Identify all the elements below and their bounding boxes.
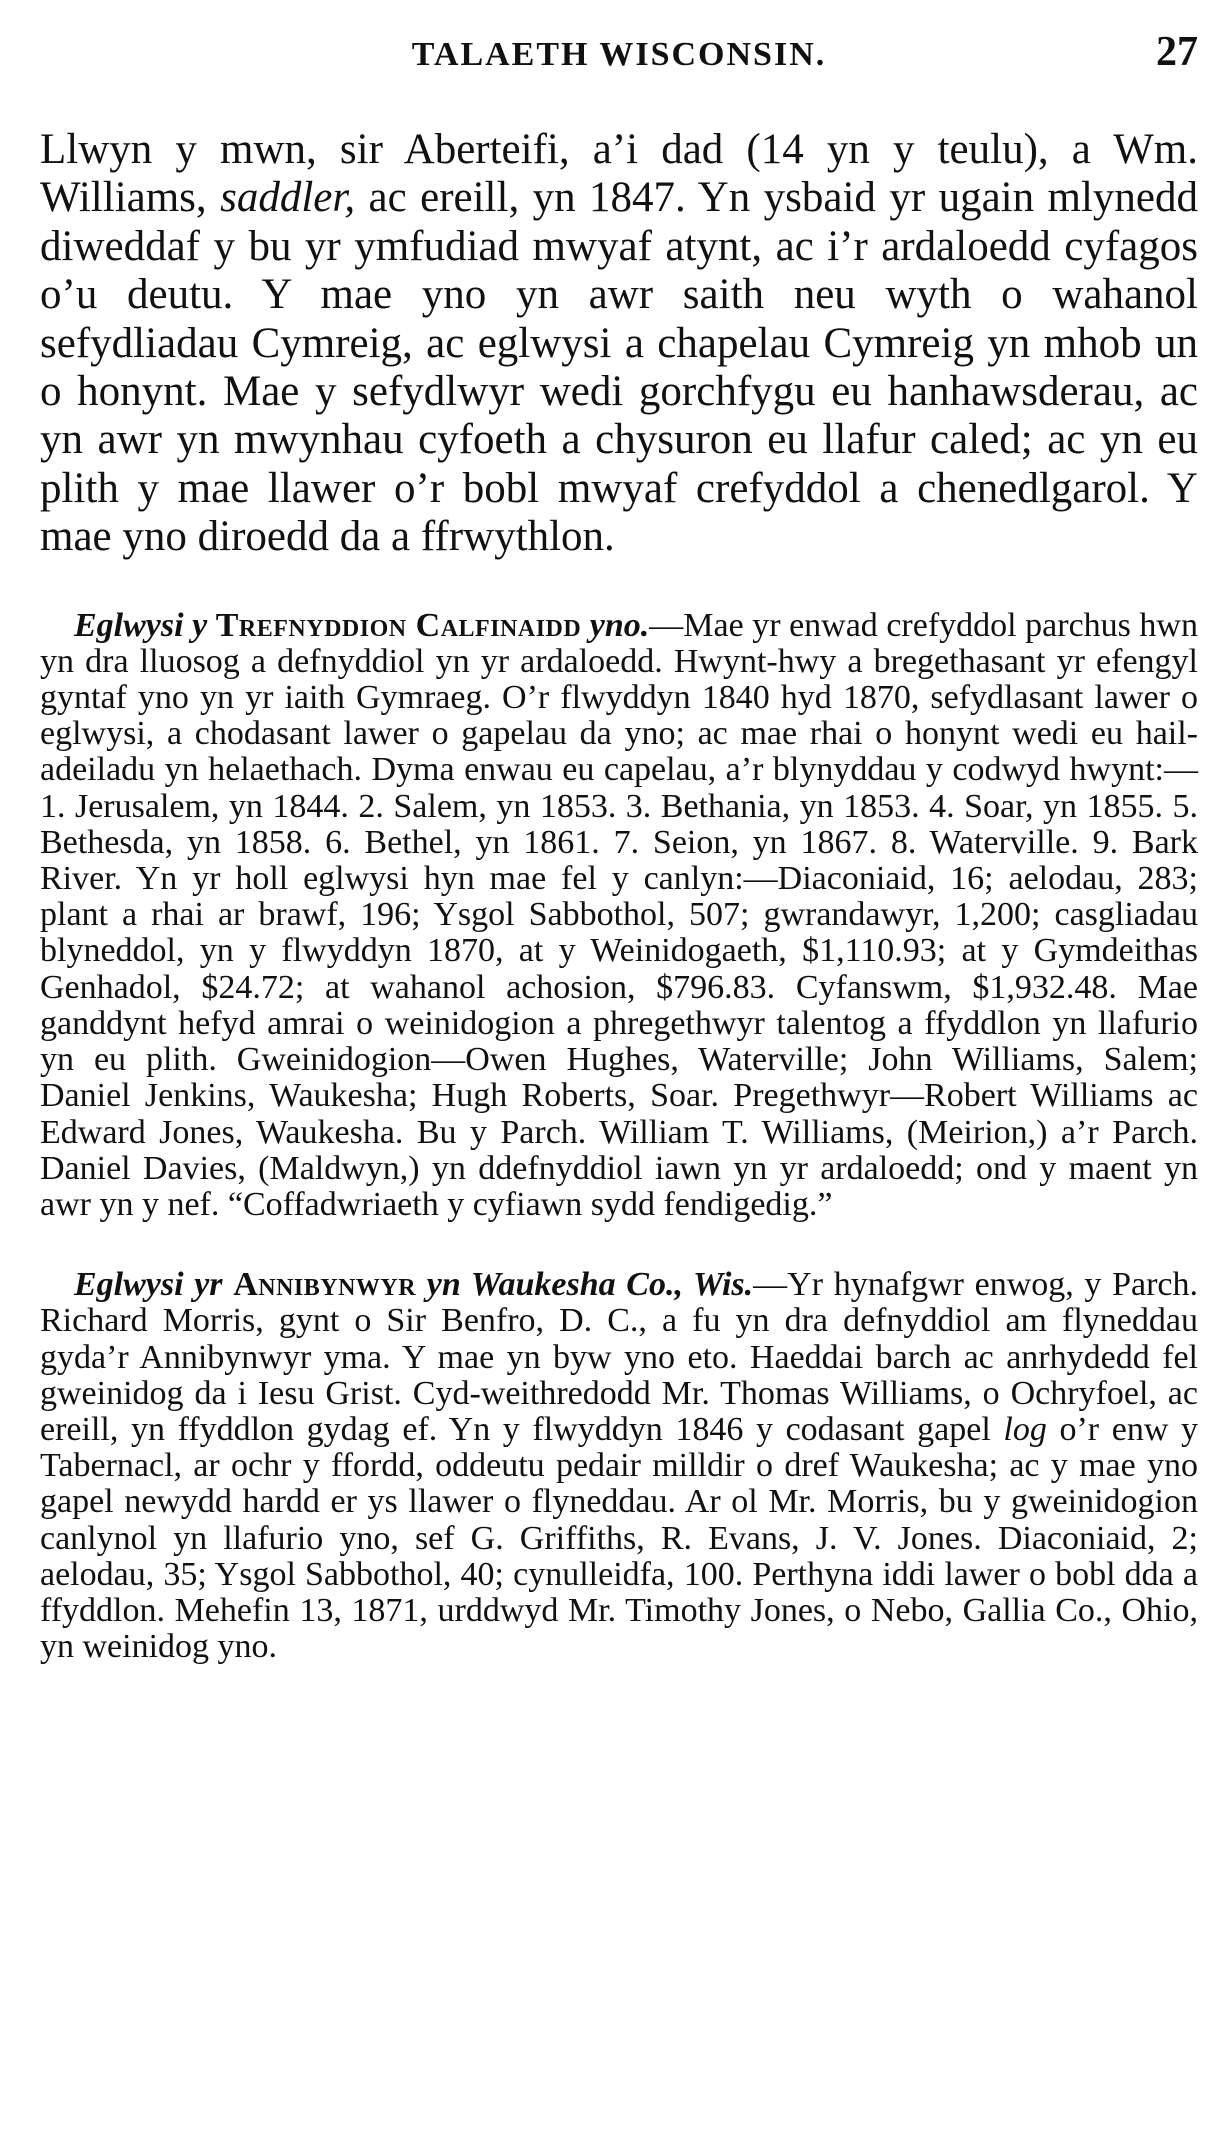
section-lead: Eglwysi yr [74,1266,223,1304]
paragraph-text: —Yr hynafgwr enwog, y Parch. Richard Morris, gynt o Sir Benfro, D. C., a fu yn dra defnyddiol am flyneddau gyda’r Annibynwyr yma. Y mae yn byw yno eto. Haeddai barch ac anrhydedd fel gweinidog da i Iesu Grist. Cyd-weithredodd Mr. Thomas Williams, o Ochryfoel, ac ereill, yn ffyddlon gydag ef. Yn y flwyddyn 1846 y codasant gapel [40,1266,1198,1448]
book-page [40,28,1198,1665]
paragraph-text: Llwyn y mwn, sir Aberteifi, a’i dad (14 yn y teulu), a Wm. Williams, [40,126,1198,222]
paragraph-text: o’r enw y Tabernacl, ar ochr y ffordd, oddeutu pedair milldir o dref Waukesha; ac y mae yno gapel newydd hardd er ys llawer o flyneddau. Ar ol Mr. Morris, bu y gweinidogion canlynol yn llafurio yno, sef G. Griffiths, R. Evans, J. V. Jones. Diaconiaid, 2; aelodau, 35; Ysgol Sabbothol, 40; cynulleidfa, 100. Perthyna iddi lawer o bobl dda a ffyddlon. Mehefin 13, 1871, urddwyd Mr. Timothy Jones, o Nebo, Gallia Co., Ohio, yn weinidog yno. [40,1410,1198,1666]
section-lead-end: yn Waukesha Co., Wis. [426,1266,754,1304]
paragraph-independents [40,1267,1198,1665]
page-header [40,28,1198,84]
paragraph-text: ac ereill, yn 1847. Yn ysbaid yr ugain mlynedd diweddaf y bu yr ymfudiad mwyaf atynt, ac i’r ardaloedd cyfagos o’u deutu. Y mae yno yn awr saith neu wyth o wahanol sefydliadau Cymreig, ac eglwysi a chapelau Cymreig yn mhob un o honynt. Mae y sefydlwyr wedi gorchfygu eu hanhawsderau, ac yn awr yn mwynhau cyfoeth a chysuron eu llafur caled; ac yn eu plith y mae llawer o’r bobl mwyaf crefyddol a chenedlgarol. Y mae yno diroedd da a ffrwythlon. [40,174,1199,561]
italic-term: saddler, [220,174,356,222]
paragraph-settlement [40,126,1198,562]
paragraph-calvinistic-methodists [40,608,1198,1223]
running-head: TALAETH WISCONSIN. [411,36,827,73]
denomination-name: Trefnyddion Calfinaidd [215,606,582,644]
denomination-name: Annibynwyr [233,1266,417,1304]
section-lead-end: yno. [589,606,650,644]
page-number: 27 [1156,29,1198,75]
italic-term: log [1003,1410,1047,1448]
section-lead: Eglwysi y [74,606,208,644]
paragraph-text: —Mae yr enwad crefyddol parchus hwn yn dra lluosog a defnyddiol yn yr ardaloedd. Hwynt-hwy a bregethasant yr efengyl gyntaf yno yn yr iaith Gymraeg. O’r flwyddyn 1840 hyd 1870, sefydlasant lawer o eglwysi, a chodasant lawer o gapelau da yno; ac mae rhai o honynt wedi eu hail-adeiladu yn helaethach. Dyma enwau eu capelau, a’r blynyddau y codwyd hwynt:—1. Jerusalem, yn 1844. 2. Salem, yn 1853. 3. Bethania, yn 1853. 4. Soar, yn 1855. 5. Bethesda, yn 1858. 6. Bethel, yn 1861. 7. Seion, yn 1867. 8. Waterville. 9. Bark River. Yn yr holl eglwysi hyn mae fel y canlyn:—Diaconiaid, 16; aelodau, 283; plant a rhai ar brawf, 196; Ysgol Sabbothol, 507; gwrandawyr, 1,200; casgliadau blyneddol, yn y flwyddyn 1870, at y Weinidogaeth, $1,110.93; at y Gymdeithas Genhadol, $24.72; at wahanol achosion, $796.83. Cyfanswm, $1,932.48. Mae ganddynt hefyd amrai o weinidogion a phregethwyr talentog a ffyddlon yn llafurio yn eu plith. Gweinidogion—Owen Hughes, Waterville; John Williams, Salem; Daniel Jenkins, Waukesha; Hugh Roberts, Soar. Pregethwyr—Robert Williams ac Edward Jones, Waukesha. Bu y Parch. William T. Williams, (Meirion,) a’r Parch. Daniel Davies, (Maldwyn,) yn ddefnyddiol iawn yn yr ardaloedd; ond y maent yn awr yn y nef. “Coffadwriaeth y cyfiawn sydd fendigedig.” [40,606,1198,1223]
